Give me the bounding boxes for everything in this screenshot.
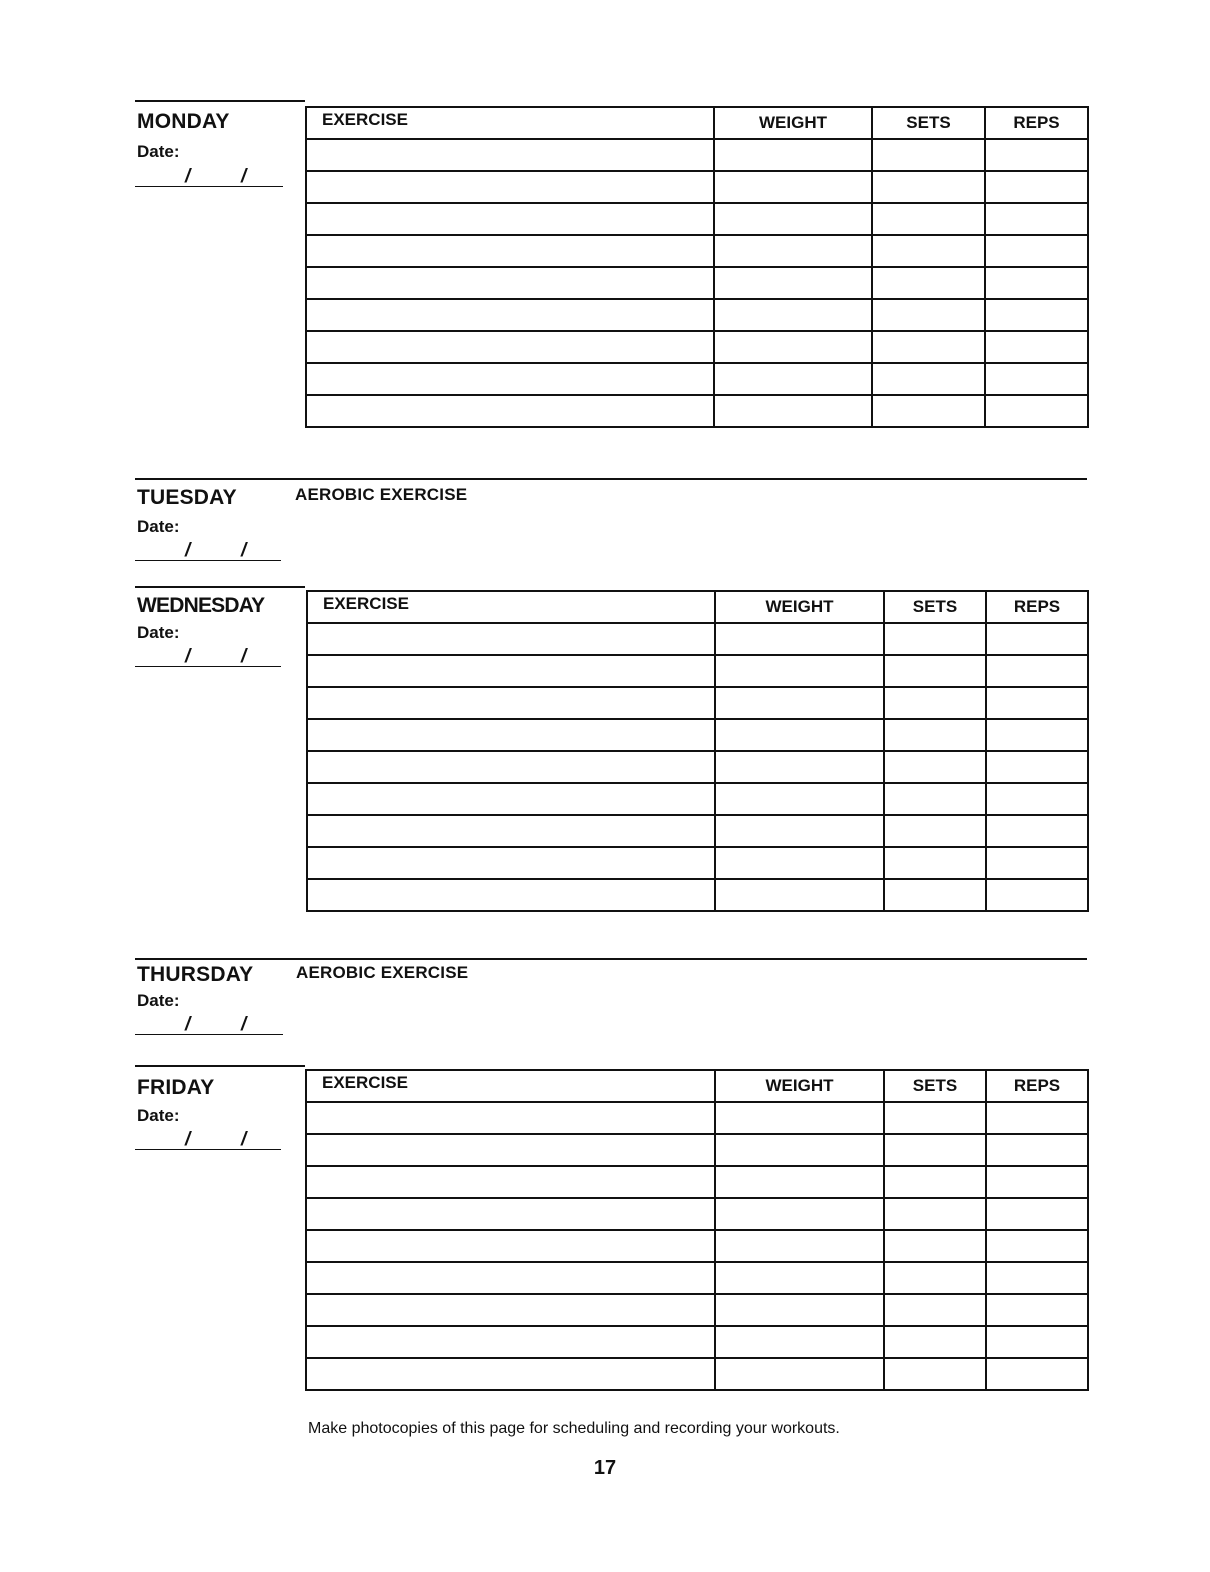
table-row	[306, 235, 1088, 267]
exercise-cell[interactable]	[307, 623, 715, 655]
weight-cell[interactable]	[714, 235, 872, 267]
reps-cell[interactable]	[986, 751, 1088, 783]
weight-cell[interactable]	[715, 1358, 884, 1390]
reps-cell[interactable]	[986, 1230, 1088, 1262]
reps-cell[interactable]	[985, 267, 1088, 299]
table-row	[306, 171, 1088, 203]
thursday-section	[135, 958, 1087, 1048]
weight-cell[interactable]	[715, 1262, 884, 1294]
weight-header: WEIGHT	[715, 591, 884, 623]
sets-cell[interactable]	[884, 1262, 986, 1294]
sets-cell[interactable]	[884, 751, 986, 783]
exercise-cell[interactable]	[306, 1102, 715, 1134]
date-label: Date:	[137, 623, 180, 642]
reps-cell[interactable]	[986, 687, 1088, 719]
wednesday-exercise-table	[306, 590, 1089, 912]
exercise-cell[interactable]	[307, 655, 715, 687]
table-row	[306, 1262, 1088, 1294]
sets-cell[interactable]	[884, 847, 986, 879]
sets-cell[interactable]	[884, 655, 986, 687]
weight-header: WEIGHT	[714, 107, 872, 139]
exercise-cell[interactable]	[306, 363, 714, 395]
day-label-thursday: THURSDAY	[137, 963, 254, 986]
sets-cell[interactable]	[884, 1166, 986, 1198]
weight-cell[interactable]	[715, 687, 884, 719]
thursday-rule	[135, 958, 1087, 960]
table-row	[307, 879, 1088, 911]
reps-cell[interactable]	[985, 203, 1088, 235]
reps-cell[interactable]	[985, 139, 1088, 171]
weight-cell[interactable]	[714, 171, 872, 203]
table-row	[306, 1102, 1088, 1134]
reps-cell[interactable]	[986, 623, 1088, 655]
table-row	[306, 395, 1088, 427]
sets-cell[interactable]	[884, 1358, 986, 1390]
exercise-cell[interactable]	[306, 1166, 715, 1198]
table-header-row	[307, 591, 1088, 623]
weight-cell[interactable]	[715, 1326, 884, 1358]
date-label: Date:	[137, 1106, 180, 1125]
date-input-line[interactable]	[135, 160, 283, 187]
table-row	[306, 1166, 1088, 1198]
monday-exercise-table	[305, 106, 1089, 428]
weight-cell[interactable]	[715, 1102, 884, 1134]
weight-cell[interactable]	[715, 623, 884, 655]
table-row	[306, 1358, 1088, 1390]
reps-header: REPS	[986, 591, 1088, 623]
friday-exercise-table	[305, 1069, 1089, 1391]
reps-cell[interactable]	[986, 1134, 1088, 1166]
table-row	[306, 203, 1088, 235]
weight-cell[interactable]	[715, 847, 884, 879]
table-row	[306, 139, 1088, 171]
table-row	[306, 1198, 1088, 1230]
date-separator: /	[241, 646, 247, 667]
sets-cell[interactable]	[884, 879, 986, 911]
exercise-cell[interactable]	[306, 1230, 715, 1262]
exercise-cell[interactable]	[306, 1358, 715, 1390]
exercise-cell[interactable]	[306, 139, 714, 171]
exercise-header: EXERCISE	[306, 107, 714, 139]
table-row	[306, 299, 1088, 331]
exercise-cell[interactable]	[307, 783, 715, 815]
weight-cell[interactable]	[715, 783, 884, 815]
exercise-cell[interactable]	[306, 267, 714, 299]
sets-header: SETS	[884, 1070, 986, 1102]
sets-cell[interactable]	[884, 623, 986, 655]
date-input-line[interactable]	[135, 1008, 283, 1035]
date-input-line[interactable]	[135, 1123, 281, 1150]
date-separator: /	[241, 1014, 247, 1035]
exercise-cell[interactable]	[306, 203, 714, 235]
photocopy-instruction: Make photocopies of this page for scheduling and recording your workouts.	[308, 1420, 840, 1437]
sets-cell[interactable]	[872, 331, 985, 363]
reps-header: REPS	[986, 1070, 1088, 1102]
sets-cell[interactable]	[872, 171, 985, 203]
day-label-wednesday: WEDNESDAY	[137, 594, 265, 617]
date-separator: /	[241, 540, 247, 561]
weight-cell[interactable]	[714, 363, 872, 395]
weight-cell[interactable]	[714, 139, 872, 171]
reps-cell[interactable]	[985, 235, 1088, 267]
exercise-cell[interactable]	[307, 815, 715, 847]
table-row	[307, 623, 1088, 655]
day-label-tuesday: TUESDAY	[137, 486, 237, 509]
day-label-monday: MONDAY	[137, 110, 230, 133]
table-row	[307, 815, 1088, 847]
reps-cell[interactable]	[986, 1102, 1088, 1134]
sets-cell[interactable]	[872, 395, 985, 427]
reps-cell[interactable]	[986, 1198, 1088, 1230]
reps-cell[interactable]	[986, 719, 1088, 751]
date-separator: /	[241, 166, 247, 187]
wednesday-section	[135, 586, 1087, 931]
reps-cell[interactable]	[985, 395, 1088, 427]
table-row	[307, 687, 1088, 719]
sets-cell[interactable]	[884, 719, 986, 751]
weight-cell[interactable]	[715, 1166, 884, 1198]
date-label: Date:	[137, 991, 180, 1010]
aerobic-exercise-label: AEROBIC EXERCISE	[295, 485, 468, 504]
weight-cell[interactable]	[715, 1294, 884, 1326]
exercise-cell[interactable]	[307, 751, 715, 783]
date-separator: /	[185, 646, 191, 667]
reps-cell[interactable]	[985, 171, 1088, 203]
weight-cell[interactable]	[714, 395, 872, 427]
weight-cell[interactable]	[715, 815, 884, 847]
date-separator: /	[185, 1129, 191, 1150]
reps-cell[interactable]	[986, 1262, 1088, 1294]
weight-cell[interactable]	[715, 751, 884, 783]
table-row	[307, 655, 1088, 687]
sets-cell[interactable]	[884, 1326, 986, 1358]
weight-cell[interactable]	[715, 1230, 884, 1262]
exercise-cell[interactable]	[306, 1262, 715, 1294]
exercise-cell[interactable]	[307, 719, 715, 751]
weight-cell[interactable]	[715, 719, 884, 751]
weight-cell[interactable]	[715, 1134, 884, 1166]
date-input-line[interactable]	[135, 640, 281, 667]
date-separator: /	[185, 166, 191, 187]
sets-cell[interactable]	[884, 1198, 986, 1230]
sets-cell[interactable]	[884, 1230, 986, 1262]
table-row	[307, 783, 1088, 815]
table-row	[306, 1230, 1088, 1262]
exercise-cell[interactable]	[306, 299, 714, 331]
reps-cell[interactable]	[986, 1326, 1088, 1358]
weight-cell[interactable]	[715, 879, 884, 911]
weight-cell[interactable]	[714, 267, 872, 299]
table-row	[306, 363, 1088, 395]
date-label: Date:	[137, 517, 180, 536]
sets-cell[interactable]	[884, 783, 986, 815]
exercise-cell[interactable]	[306, 1134, 715, 1166]
table-row	[306, 331, 1088, 363]
reps-cell[interactable]	[986, 879, 1088, 911]
weight-header: WEIGHT	[715, 1070, 884, 1102]
table-row	[306, 1294, 1088, 1326]
table-header-row	[306, 107, 1088, 139]
date-separator: /	[185, 1014, 191, 1035]
sets-cell[interactable]	[872, 203, 985, 235]
sets-header: SETS	[884, 591, 986, 623]
exercise-cell[interactable]	[307, 847, 715, 879]
sets-cell[interactable]	[884, 1294, 986, 1326]
day-label-friday: FRIDAY	[137, 1076, 215, 1099]
reps-header: REPS	[985, 107, 1088, 139]
friday-rule	[135, 1065, 305, 1067]
table-row	[307, 751, 1088, 783]
weight-cell[interactable]	[715, 655, 884, 687]
exercise-cell[interactable]	[307, 687, 715, 719]
sets-cell[interactable]	[884, 1102, 986, 1134]
reps-cell[interactable]	[986, 1358, 1088, 1390]
exercise-header: EXERCISE	[307, 591, 715, 623]
table-row	[307, 847, 1088, 879]
reps-cell[interactable]	[986, 1166, 1088, 1198]
reps-cell[interactable]	[986, 1294, 1088, 1326]
sets-cell[interactable]	[872, 235, 985, 267]
sets-header: SETS	[872, 107, 985, 139]
weight-cell[interactable]	[714, 331, 872, 363]
reps-cell[interactable]	[986, 815, 1088, 847]
table-row	[306, 1326, 1088, 1358]
monday-rule	[135, 100, 305, 102]
sets-cell[interactable]	[872, 363, 985, 395]
page-number: 17	[593, 1457, 617, 1479]
table-row	[306, 1134, 1088, 1166]
reps-cell[interactable]	[985, 299, 1088, 331]
sets-cell[interactable]	[884, 815, 986, 847]
exercise-cell[interactable]	[307, 879, 715, 911]
table-row	[306, 267, 1088, 299]
reps-cell[interactable]	[985, 331, 1088, 363]
date-separator: /	[241, 1129, 247, 1150]
sets-cell[interactable]	[884, 687, 986, 719]
tuesday-section	[135, 478, 1087, 568]
friday-section	[135, 1065, 1087, 1413]
exercise-cell[interactable]	[306, 1294, 715, 1326]
weight-cell[interactable]	[714, 203, 872, 235]
exercise-cell[interactable]	[306, 171, 714, 203]
sets-cell[interactable]	[872, 299, 985, 331]
table-header-row	[306, 1070, 1088, 1102]
reps-cell[interactable]	[985, 363, 1088, 395]
sets-cell[interactable]	[884, 1134, 986, 1166]
monday-section	[135, 100, 1087, 450]
date-label: Date:	[137, 142, 180, 161]
table-row	[307, 719, 1088, 751]
exercise-cell[interactable]	[306, 1198, 715, 1230]
weight-cell[interactable]	[714, 299, 872, 331]
sets-cell[interactable]	[872, 139, 985, 171]
exercise-cell[interactable]	[306, 395, 714, 427]
sets-cell[interactable]	[872, 267, 985, 299]
exercise-cell[interactable]	[306, 1326, 715, 1358]
exercise-cell[interactable]	[306, 331, 714, 363]
exercise-header: EXERCISE	[306, 1070, 715, 1102]
aerobic-exercise-label: AEROBIC EXERCISE	[296, 963, 469, 982]
date-input-line[interactable]	[135, 534, 281, 561]
weight-cell[interactable]	[715, 1198, 884, 1230]
reps-cell[interactable]	[986, 847, 1088, 879]
wednesday-rule	[135, 586, 305, 588]
exercise-cell[interactable]	[306, 235, 714, 267]
tuesday-rule	[135, 478, 1087, 480]
date-separator: /	[185, 540, 191, 561]
reps-cell[interactable]	[986, 655, 1088, 687]
reps-cell[interactable]	[986, 783, 1088, 815]
